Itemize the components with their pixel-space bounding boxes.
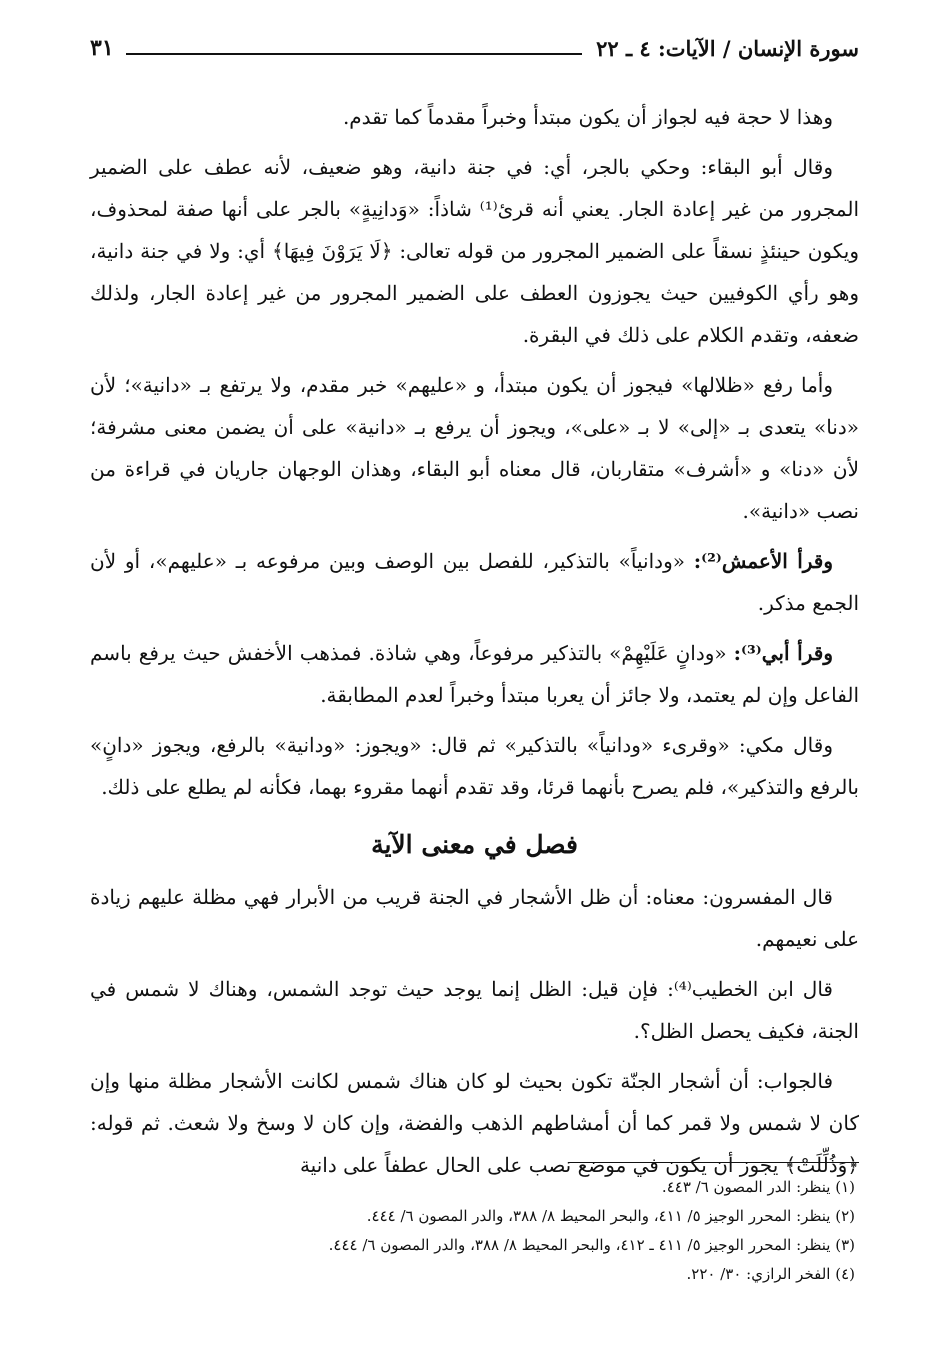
paragraph-7: قال المفسرون: معناه: أن ظل الأشجار في الجنة قريب من الأبرار فهي مظلة عليهم زيادة على نعيمهم. [90, 885, 859, 951]
paragraph-6: وقال مكي: «وقرىء «ودانياً» بالتذكير» ثم قال: «ويجوز: «ودانية» بالرفع، ويجوز «دانٍ» بالرفع والتذكير»، فلم يصرح بأنهما قرئا، وقد تقدم أنهما مقروء بهما، فكأنه لم يطلع على ذلك. [90, 733, 859, 799]
footnote-rule [569, 1162, 859, 1163]
paragraph-4-text: «ودانياً» بالتذكير، للفصل بين الوصف وبين مرفوعه بـ «عليهم»، أو لأن الجمع مذكر. [90, 549, 859, 615]
paragraph-3: وأما رفع «ظلالها» فيجوز أن يكون مبتدأ، و «عليهم» خبر مقدم، ولا يرتفع بـ «دانية»؛ لأن «دنا» يتعدى بـ «إلى» لا بـ «على»، ويجوز أن يرفع بـ «دانية» على أن يضمن معنى مشرفة؛ لأن «دنا» و «أشرف» متقاربان، قال معناه أبو البقاء، وهذان الوجهان جاريان في قراءة من نصب «دانية». [90, 373, 859, 523]
running-title: سورة الإنسان / الآيات: ٤ ـ ٢٢ [596, 35, 859, 61]
paragraph-5-text: «ودانٍ عَلَيْهِمْ» بالتذكير مرفوعاً، وهي شاذة. فمذهب الأخفش حيث يرفع باسم الفاعل وإن لم يعتمد، ولا جائز أن يعربا مبتدأ وخبراً لعدم المطابقة. [90, 641, 859, 707]
footnote-3: (٣) ينظر: المحرر الوجيز ٥/ ٤١١ ـ ٤١٢، والبحر المحيط ٨/ ٣٨٨، والدر المصون ٦/ ٤٤٤. [328, 1236, 855, 1254]
paragraph-2: وقال أبو البقاء: وحكي بالجر، أي: في جنة دانية، وهو ضعيف، لأنه عطف على الضمير المجرور من غير إعادة الجار. يعني أنه قرئ⁽¹⁾ شاذاً: «وَدانِيةٍ» بالجر على أنها صفة لمحذوف، ويكون حينئذٍ نسقاً على الضمير المجرور من قوله تعالى: ﴿لَا يَرَوْنَ فِيهَا﴾ أي: ولا في جنة دانية، وهو رأي الكوفيين حيث يجوزون العطف على الضمير المجرور من غير إعادة الجار، ولذلك ضعفه، وتقدم الكلام على ذلك في البقرة. [90, 155, 859, 347]
paragraph-5 [90, 632, 859, 716]
paragraph-9: فالجواب: أن أشجار الجنّة تكون بحيث لو كان هناك شمس لكانت الأشجار مظلة منها وإن كان لا شمس ولا قمر كما أن أمشاطهم الذهب والفضة، وإن كان لا وسخ ولا شعث. ثم قوله: ﴿وَذُلِّلَتْ﴾ يجوز أن يكون في موضع نصب على الحال عطفاً على دانية [90, 1069, 859, 1177]
paragraph-5-lead: وقرأ أبي⁽³⁾: [733, 641, 833, 665]
header-rule [126, 53, 582, 55]
footnote-1: (١) ينظر: الدر المصون ٦/ ٤٤٣. [661, 1178, 855, 1196]
paragraph-4 [90, 540, 859, 624]
footnotes [90, 1162, 859, 1289]
paragraph-4-lead: وقرأ الأعمش⁽²⁾: [693, 549, 834, 573]
section-heading: فصل في معنى الآية [371, 830, 578, 859]
page-number: ٣١ [90, 35, 114, 61]
footnote-2: (٢) ينظر: المحرر الوجيز ٥/ ٤١١، والبحر المحيط ٨/ ٣٨٨، والدر المصون ٦/ ٤٤٤. [366, 1207, 855, 1225]
footnote-4: (٤) الفخر الرازي: ٣٠/ ٢٢٠. [686, 1265, 855, 1283]
page-header [90, 28, 859, 68]
paragraph-8: قال ابن الخطيب⁽⁴⁾: فإن قيل: الظل إنما يوجد حيث توجد الشمس، وهناك لا شمس في الجنة، فكيف يحصل الظل؟. [90, 977, 859, 1043]
paragraph-1: وهذا لا حجة فيه لجواز أن يكون مبتدأ وخبراً مقدماً كما تقدم. [342, 105, 833, 129]
main-text [90, 96, 859, 1194]
